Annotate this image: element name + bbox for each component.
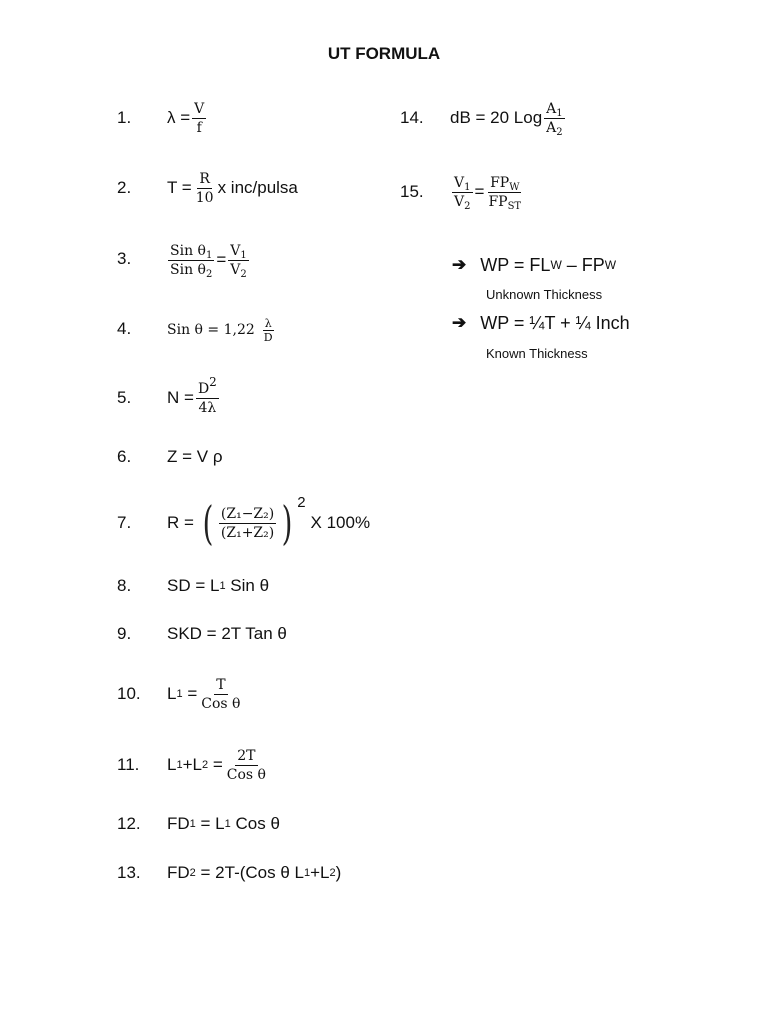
formula-15-fraction-right — [486, 174, 523, 211]
formula-8-part: Sin θ — [225, 576, 270, 595]
formula-3-num-left — [168, 242, 214, 261]
formula-5-fraction — [196, 374, 219, 417]
equals-sign: = — [474, 182, 485, 201]
formula-4-lhs: Sin θ = 1,22 — [167, 322, 255, 338]
formula-1-denominator: f — [196, 119, 202, 136]
formula-number-9: 9. — [117, 624, 132, 643]
formula-1-fraction — [192, 100, 206, 137]
formula-11-part: L — [167, 755, 177, 774]
formula-number-5: 5. — [117, 388, 132, 407]
formula-12-part: FD — [167, 814, 190, 833]
formula-7-numerator: (Z₁−Z₂) — [220, 505, 275, 522]
formula-number-7: 7. — [117, 513, 132, 532]
formula-5-lhs: N = — [167, 388, 194, 407]
wp-formula-part: WP = FL — [480, 255, 551, 275]
formula-number-10: 10. — [117, 684, 141, 703]
formula-number-3: 3. — [117, 249, 132, 268]
formula-3-num-right — [228, 242, 249, 261]
formula-5-denominator: 4λ — [198, 399, 217, 416]
formula-15 — [450, 168, 525, 216]
formula-10-part: L — [167, 684, 177, 703]
formula-5-numerator — [196, 374, 219, 399]
formula-15-den-left — [452, 193, 473, 211]
formula-number-6: 6. — [117, 447, 132, 466]
formula-11: L 1 +L 2 = $\frac{2T}{\text{Cos θ}}$ — [167, 747, 266, 783]
subscript: 1 — [205, 249, 213, 261]
formula-11-fraction — [225, 747, 268, 784]
formula-1-lhs: λ = — [167, 108, 191, 127]
formula-14-numerator — [544, 100, 565, 119]
formula-15-den-right — [486, 193, 523, 211]
formula-4-denominator: D — [263, 330, 273, 344]
formula-14-denominator — [544, 119, 565, 137]
subscript: 2 — [205, 268, 213, 280]
formula-2-rest: x inc/pulsa — [217, 178, 298, 197]
formula-7-rest: X 100% — [310, 513, 371, 532]
known-thickness-note: Known Thickness — [486, 346, 588, 361]
formula-15-num-right — [488, 174, 521, 193]
formula-7-exponent: 2 — [297, 494, 306, 511]
subscript: 2 — [464, 200, 471, 212]
formula-14-fraction — [544, 100, 565, 137]
formula-4-fraction — [262, 317, 275, 344]
superscript: 2 — [209, 374, 217, 389]
formula-3-den-left — [168, 261, 214, 279]
formula-5 — [167, 374, 221, 422]
subscript: 1 — [464, 181, 471, 193]
formula-number-12: 12. — [117, 814, 141, 833]
wp-formula-text: WP = ¼T + ¼ Inch — [480, 313, 630, 333]
formula-11-denominator: Cos θ — [226, 766, 266, 783]
unknown-thickness-note: Unknown Thickness — [486, 287, 603, 302]
formula-14 — [450, 94, 567, 142]
formula-14-lhs: dB = 20 Log — [450, 108, 543, 127]
formula-11-numerator: 2T — [237, 747, 256, 764]
formula-11-part: = — [208, 755, 223, 774]
formula-13-part: ) — [335, 863, 342, 882]
formula-number-1: 1. — [117, 108, 132, 127]
formula-8: SD = L 1 Sin θ — [167, 576, 270, 595]
left-paren: ( — [202, 496, 214, 550]
formula-15-fraction-left — [452, 174, 473, 211]
formula-number-2: 2. — [117, 178, 132, 197]
formula-1 — [167, 94, 208, 142]
formula-13-part: = 2T-(Cos θ L — [195, 863, 304, 882]
formula-7 — [167, 495, 370, 551]
velocity-text: V — [230, 261, 241, 278]
wp-known-thickness — [452, 313, 630, 333]
subscript: 1 — [556, 107, 563, 119]
diameter-text: D — [197, 380, 210, 397]
formula-12: FD 1 = L 1 Cos θ — [167, 814, 280, 833]
formula-10-part: = — [182, 684, 198, 703]
formula-3-den-right — [228, 261, 249, 279]
formula-10-denominator: Cos θ — [201, 695, 241, 712]
formula-2-numerator: R — [199, 170, 210, 187]
formula-15-num-left — [452, 174, 473, 193]
formula-number-15: 15. — [400, 182, 424, 201]
formula-number-4: 4. — [117, 319, 132, 338]
subscript: W — [509, 181, 520, 193]
formula-13-part: FD — [167, 863, 190, 882]
formula-12-part: = L — [195, 814, 225, 833]
fp-text: FP — [488, 193, 508, 210]
formula-11-part: +L — [182, 755, 202, 774]
formula-8-part: SD = L — [167, 576, 220, 595]
velocity-text: V — [454, 193, 465, 210]
velocity-text: V — [454, 174, 465, 191]
wp-formula-part: – FP — [561, 255, 605, 275]
formula-1-numerator: V — [194, 100, 205, 117]
sin-theta-text: Sin θ — [170, 261, 206, 278]
equals-sign: = — [216, 250, 227, 269]
formula-2-denominator: 10 — [195, 189, 214, 206]
velocity-text: V — [230, 242, 241, 259]
formula-7-denominator: (Z₁+Z₂) — [220, 524, 275, 541]
right-paren: ) — [281, 496, 293, 550]
formula-2-fraction — [194, 170, 216, 207]
formula-number-8: 8. — [117, 576, 132, 595]
formula-10-numerator: T — [216, 676, 226, 693]
formula-13-part: +L — [310, 863, 330, 882]
subscript: 1 — [240, 249, 247, 261]
formula-number-11: 11. — [117, 755, 140, 774]
subscript: 2 — [556, 126, 563, 138]
formula-6: Z = V ρ — [167, 447, 223, 466]
amplitude-text: A — [546, 100, 557, 117]
right-arrow-icon: ➔ — [452, 255, 467, 274]
sin-theta-text: Sin θ — [170, 242, 206, 259]
formula-number-13: 13. — [117, 863, 141, 882]
formula-2-lhs: T = — [167, 178, 192, 197]
formula-3-fraction-right — [228, 242, 249, 279]
formula-2 — [167, 164, 298, 212]
formula-4 — [167, 308, 277, 352]
fp-text: FP — [490, 174, 510, 191]
amplitude-text: A — [546, 119, 557, 136]
formula-12-part: Cos θ — [230, 814, 280, 833]
page-title: UT FORMULA — [327, 44, 441, 63]
formula-9: SKD = 2T Tan θ — [167, 624, 287, 643]
formula-3 — [166, 236, 251, 284]
formula-10-fraction — [199, 676, 242, 713]
formula-7-fraction — [219, 505, 276, 542]
right-arrow-icon: ➔ — [452, 313, 467, 332]
formula-10: L 1 = $\frac{T}{\text{Cos θ}}$ — [167, 676, 241, 712]
formula-13: FD 2 = 2T-(Cos θ L 1 +L 2 ) — [167, 863, 342, 882]
formula-number-14: 14. — [400, 108, 424, 127]
subscript: ST — [507, 200, 522, 212]
formula-7-lhs: R = — [167, 513, 194, 532]
wp-unknown-thickness: ➔ WP = FL W – FP W — [452, 255, 617, 275]
formula-4-numerator: λ — [264, 316, 272, 330]
formula-3-fraction-left — [168, 242, 214, 279]
subscript: 2 — [240, 268, 247, 280]
